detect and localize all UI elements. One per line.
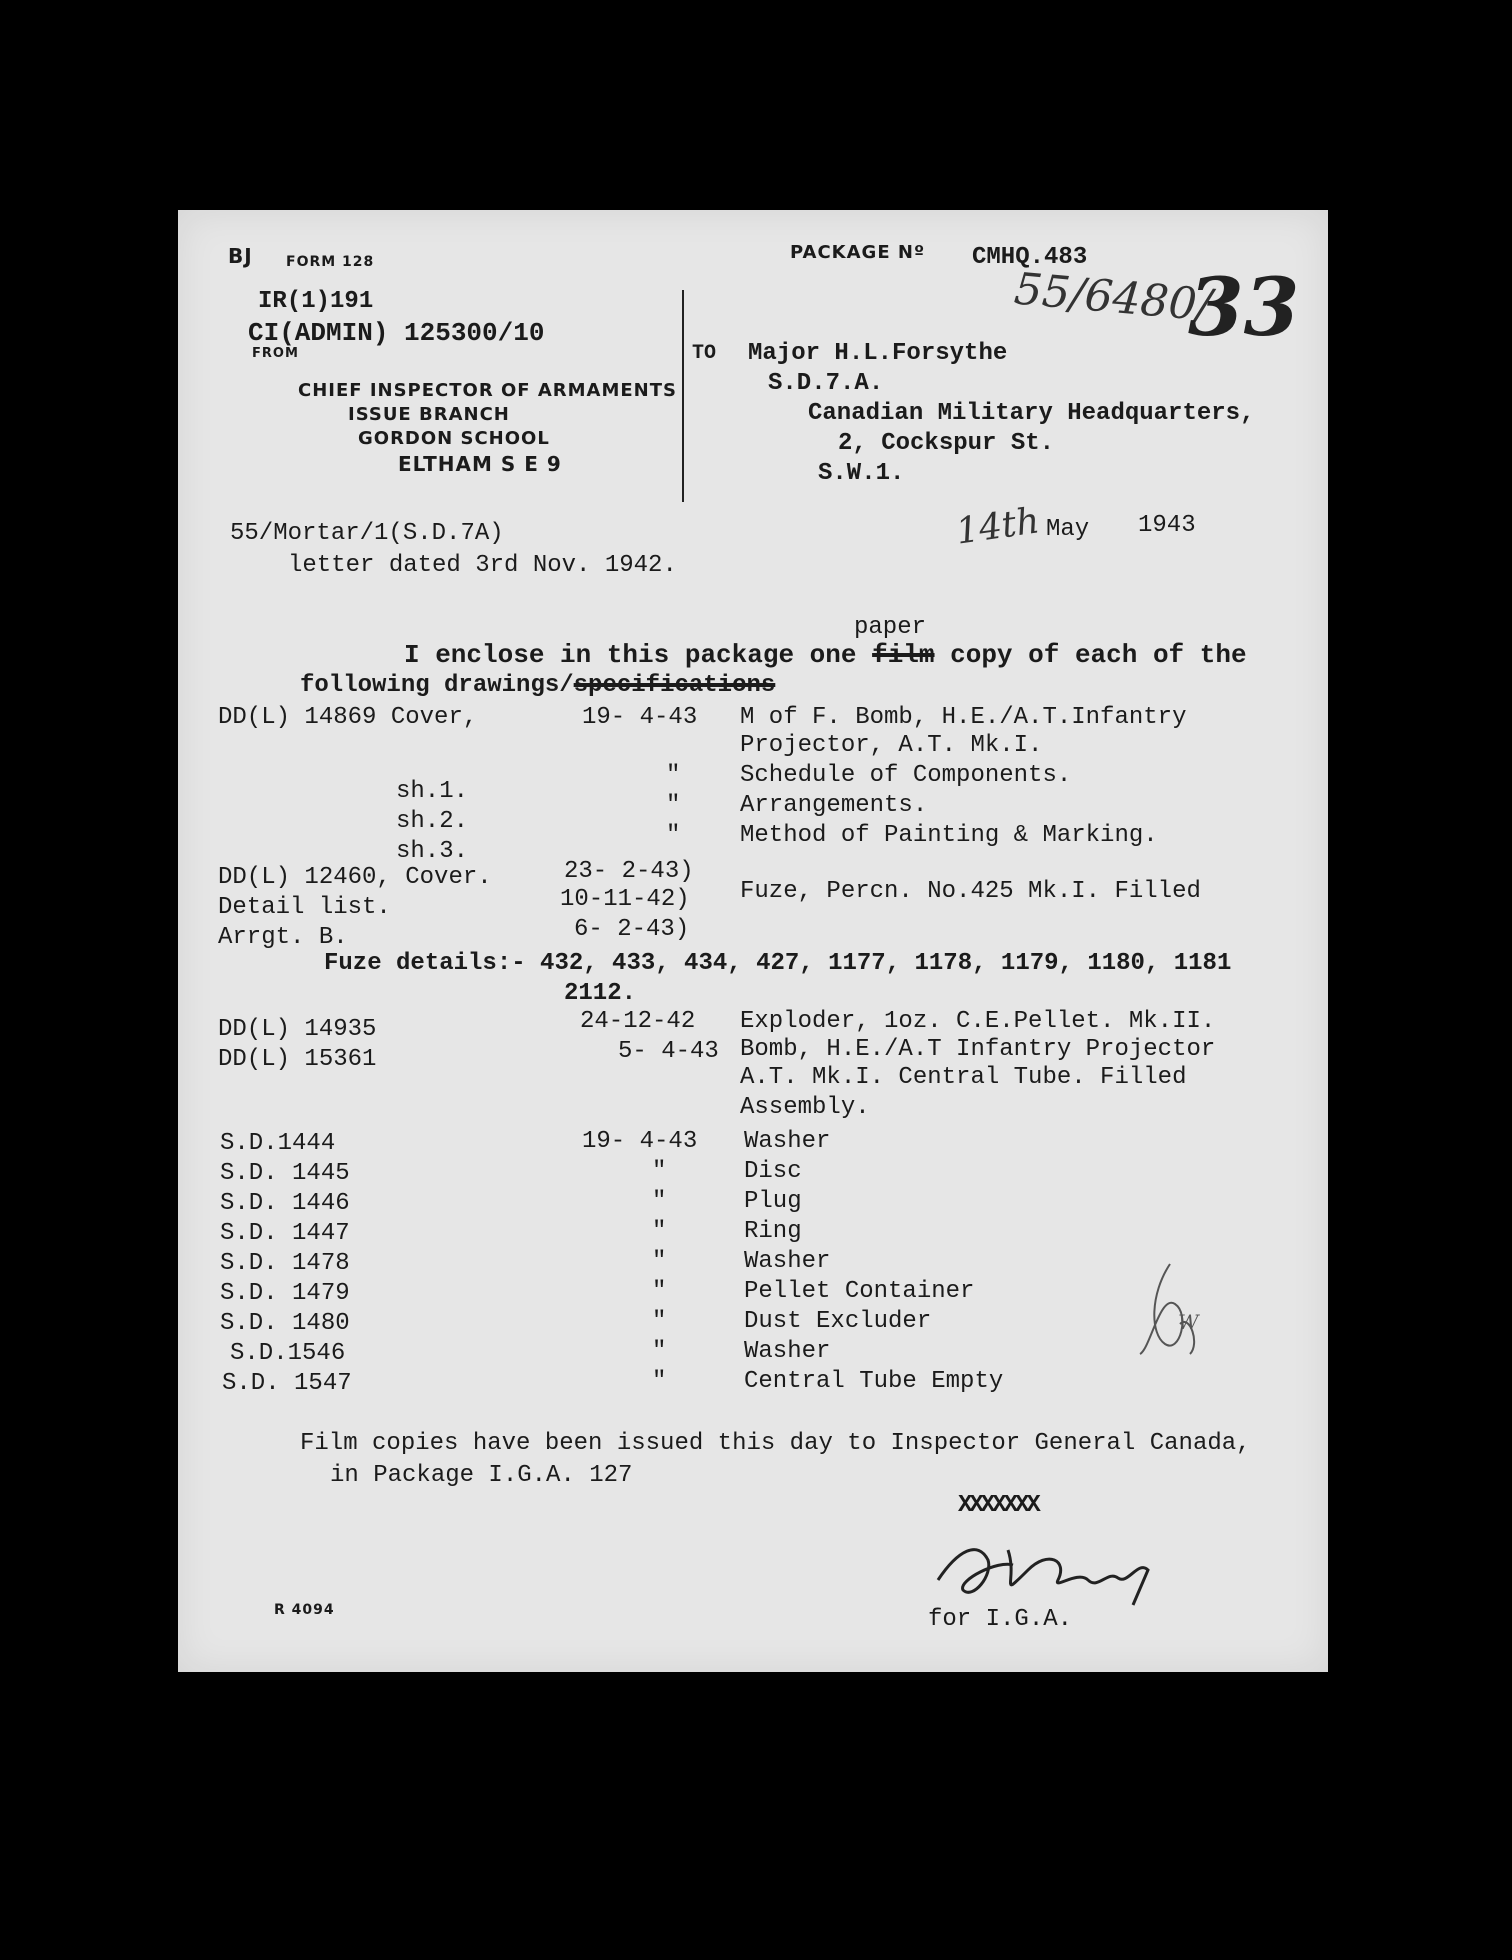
list-item-date: 19- 4-43 [582,1128,698,1155]
document-page [178,210,1328,1672]
list-item-code: S.D. 1547 [222,1370,352,1397]
struck-word-2: specifications [573,672,776,699]
reference-line-2: letter dated 3rd Nov. 1942. [288,552,677,579]
list-item-desc: Arrangements. [740,792,928,819]
list-item-desc: Central Tube Empty [744,1368,1004,1395]
list-item-desc: A.T. Mk.I. Central Tube. Filled [740,1064,1187,1091]
list-item-date: 10-11-42) [560,886,690,913]
list-item-code: S.D.1444 [220,1130,336,1157]
list-item-code: S.D. 1447 [220,1220,350,1247]
sender-line-1: CHIEF INSPECTOR OF ARMAMENTS [298,380,677,401]
list-item-code: DD(L) 15361 [218,1046,377,1073]
list-item-desc: Schedule of Components. [740,762,1072,789]
inserted-word: paper [854,614,927,641]
list-item-date: " [652,1248,667,1275]
struck-word: film [872,640,935,670]
list-item-date: 5- 4-43 [618,1038,719,1065]
list-item-desc: Assembly. [740,1094,870,1121]
list-item-desc: Exploder, 1oz. C.E.Pellet. Mk.II. [740,1008,1216,1035]
list-item-date: " [666,792,681,819]
list-item-code: Arrgt. B. [218,924,348,951]
list-item-date: " [652,1368,667,1395]
list-item-date: " [652,1278,667,1305]
handwritten-file-ref: 55/6480/ [1012,263,1214,332]
address-line-2: S.D.7.A. [768,370,884,397]
handwritten-folio-number: 33 [1188,260,1300,354]
package-label: PACKAGE Nº [790,242,926,263]
form-code: R 4094 [274,1602,335,1618]
list-item-desc: Bomb, H.E./A.T Infantry Projector [740,1036,1216,1063]
sender-line-3: GORDON SCHOOL [358,428,550,449]
sender-line-2: ISSUE BRANCH [348,404,510,425]
address-line-3: Canadian Military Headquarters, [808,400,1255,427]
handwritten-date-day: 14th [953,500,1042,553]
to-label: TO [692,342,717,365]
list-item-code: DD(L) 12460, Cover. [218,864,492,891]
footer-note-line-2: in Package I.G.A. 127 [330,1462,633,1489]
list-item-code: S.D. 1480 [220,1310,350,1337]
reference-line-1: 55/Mortar/1(S.D.7A) [230,520,504,547]
list-item-date: " [652,1158,667,1185]
list-item-date: " [652,1338,667,1365]
list-item-date: " [666,822,681,849]
list-item-date: 23- 2-43) [564,858,694,885]
list-item-desc: M of F. Bomb, H.E./A.T.Infantry [740,704,1187,731]
list-item-code: S.D.1546 [230,1340,346,1367]
list-item-desc: Washer [744,1248,831,1275]
list-item-code: sh.2. [396,808,469,835]
list-item-code: S.D. 1445 [220,1160,350,1187]
handwritten-initials: W [1178,1310,1199,1334]
list-item-code: Detail list. [218,894,391,921]
list-item-desc: Fuze, Percn. No.425 Mk.I. Filled [740,878,1201,905]
form-number: FORM 128 [286,254,375,270]
from-label: FROM [252,346,299,361]
fuze-details-cont: 2112. [564,980,637,1007]
date-month: May [1046,516,1090,543]
struck-text: XXXXXXX [958,1492,1038,1519]
list-item-desc: Washer [744,1338,831,1365]
list-item-desc: Method of Painting & Marking. [740,822,1158,849]
sender-line-4: ELTHAM S E 9 [398,452,562,476]
header-divider [682,290,684,502]
handwritten-initials-mark [1130,1254,1220,1364]
list-item-date: " [652,1188,667,1215]
list-item-date: " [666,762,681,789]
fuze-details: Fuze details:- 432, 433, 434, 427, 1177, 1178, 1179, 1180, 1181 [324,950,1232,977]
list-item-desc: Disc [744,1158,802,1185]
list-item-date: " [652,1218,667,1245]
date-year: 1943 [1138,512,1196,539]
list-item-code: sh.1. [396,778,469,805]
form-mark: BJ [228,244,253,268]
body-line-1: I enclose in this package one film copy of each of the [404,640,1247,670]
address-line-4: 2, Cockspur St. [838,430,1055,457]
list-item-date: 24-12-42 [580,1008,696,1035]
reference-ci-admin: CI(ADMIN) 125300/10 [248,318,545,348]
footer-note-line-1: Film copies have been issued this day to Inspector General Canada, [300,1430,1251,1457]
list-item-code: S.D. 1446 [220,1190,350,1217]
list-item-code: DD(L) 14869 Cover, [218,704,478,731]
list-item-code: sh.3. [396,838,469,865]
address-line-1: Major H.L.Forsythe [748,340,1008,367]
list-item-desc: Ring [744,1218,802,1245]
list-item-date: " [652,1308,667,1335]
signature [958,1544,1128,1584]
list-item-date: 19- 4-43 [582,704,698,731]
list-item-desc: Dust Excluder [744,1308,932,1335]
address-line-5: S.W.1. [818,460,905,487]
body-line-2: following drawings/specifications [300,672,776,699]
list-item-code: S.D. 1479 [220,1280,350,1307]
list-item-desc: Projector, A.T. Mk.I. [740,732,1043,759]
signatory-for-line: for I.G.A. [928,1606,1073,1633]
list-item-code: DD(L) 14935 [218,1016,377,1043]
reference-ir: IR(1)191 [258,288,374,315]
list-item-date: 6- 2-43) [574,916,690,943]
package-number: CMHQ.483 [972,244,1088,271]
list-item-code: S.D. 1478 [220,1250,350,1277]
list-item-desc: Plug [744,1188,802,1215]
list-item-desc: Pellet Container [744,1278,975,1305]
list-item-desc: Washer [744,1128,831,1155]
